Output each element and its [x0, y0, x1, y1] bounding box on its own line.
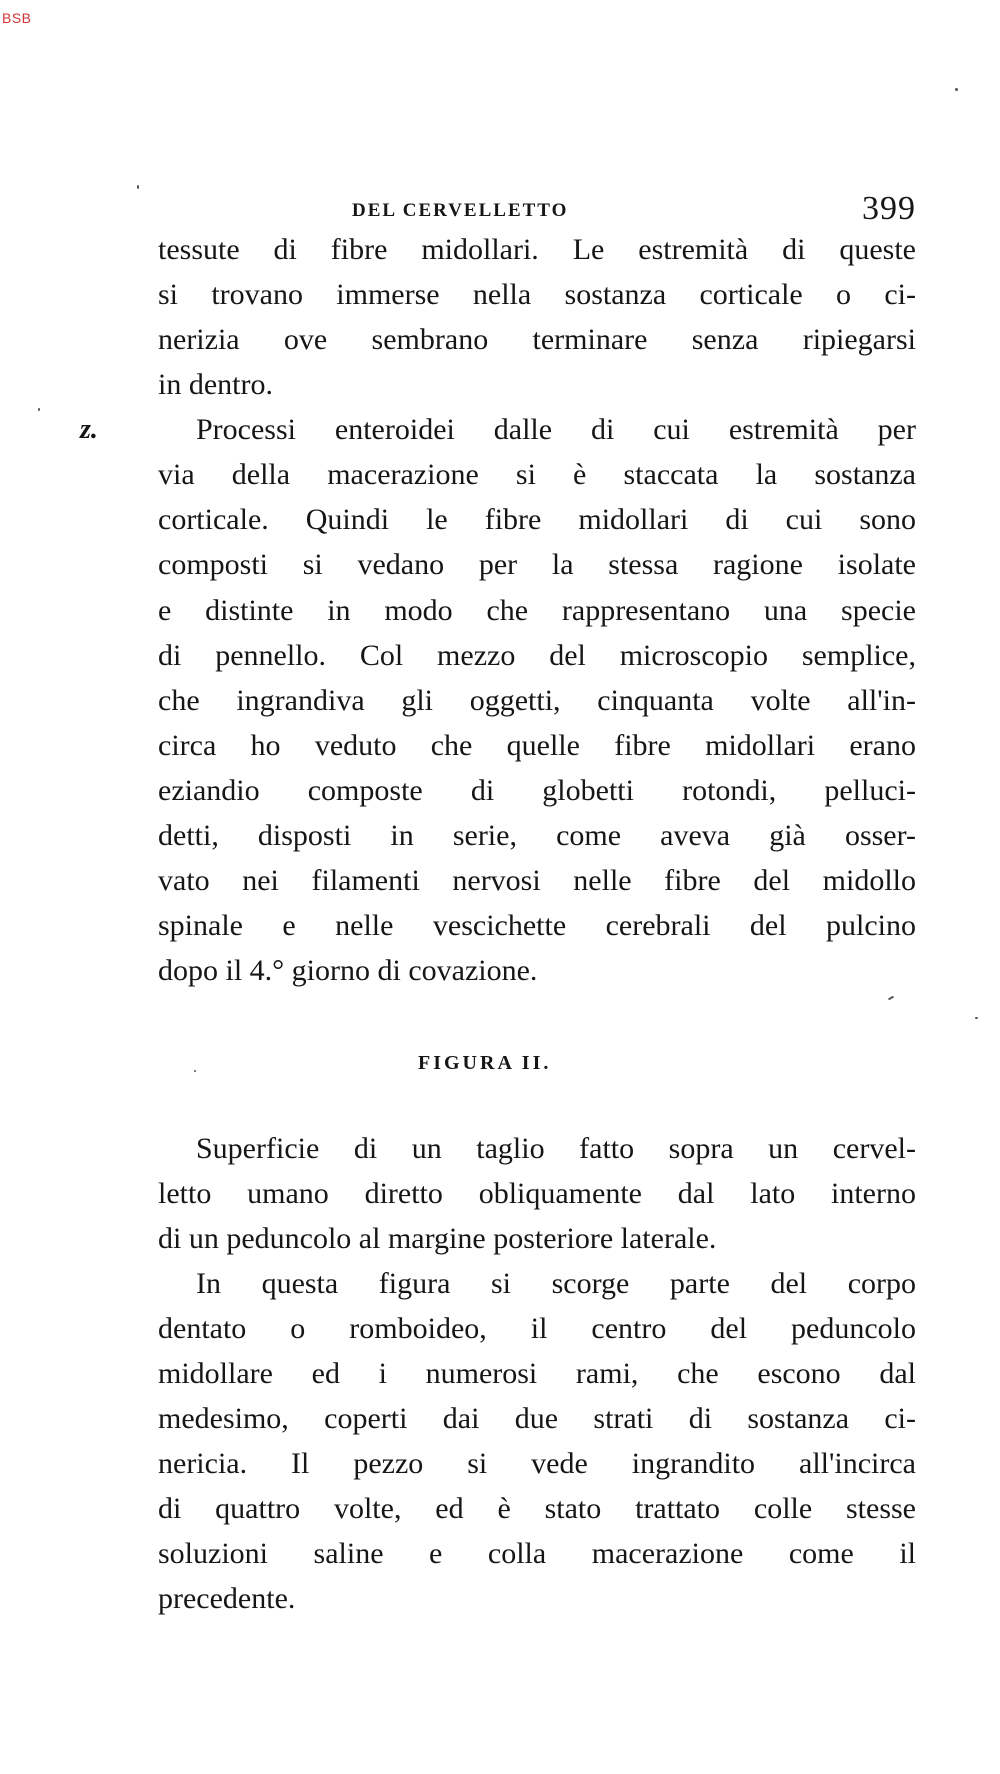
- scan-speck: [194, 1070, 196, 1072]
- text-line: di pennello. Col mezzo del microscopio semplice,: [158, 639, 916, 672]
- figure-heading: FIGURA II.: [418, 1052, 552, 1074]
- text-line: di un peduncolo al margine posteriore laterale.: [158, 1222, 717, 1255]
- text-line: detti, disposti in serie, come aveva già osser-: [158, 819, 916, 852]
- text-line: si trovano immerse nella sostanza corticale o ci-: [158, 278, 916, 311]
- scan-speck: [975, 1017, 978, 1019]
- item-marker: z.: [80, 414, 98, 445]
- text-line: letto umano diretto obliquamente dal lato interno: [158, 1177, 916, 1210]
- scan-speck: [38, 408, 40, 411]
- text-line: via della macerazione si è staccata la sostanza: [158, 458, 916, 491]
- scan-speck: [888, 996, 894, 1001]
- page-header: [352, 190, 932, 234]
- scan-speck: [137, 185, 139, 189]
- text-line: composti si vedano per la stessa ragione isolate: [158, 548, 916, 581]
- text-line: circa ho veduto che quelle fibre midollari erano: [158, 729, 916, 762]
- text-line: corticale. Quindi le fibre midollari di cui sono: [158, 503, 916, 536]
- text-line: Processi enteroidei dalle di cui estremità per: [196, 413, 916, 446]
- text-line: Superficie di un taglio fatto sopra un cervel-: [196, 1132, 916, 1165]
- text-line: soluzioni saline e colla macerazione come il: [158, 1537, 916, 1570]
- text-line: nericia. Il pezzo si vede ingrandito all'incirca: [158, 1447, 916, 1480]
- text-line: precedente.: [158, 1582, 296, 1615]
- scan-speck: [955, 88, 958, 91]
- text-line: nerizia ove sembrano terminare senza ripiegarsi: [158, 323, 916, 356]
- page-number: 399: [862, 190, 916, 227]
- text-line: tessute di fibre midollari. Le estremità di queste: [158, 233, 916, 266]
- text-line: In questa figura si scorge parte del corpo: [196, 1267, 916, 1300]
- text-line: midollare ed i numerosi rami, che escono dal: [158, 1357, 916, 1390]
- text-line: eziandio composte di globetti rotondi, pelluci-: [158, 774, 916, 807]
- text-line: spinale e nelle vescichette cerebrali del pulcino: [158, 909, 916, 942]
- text-line: di quattro volte, ed è stato trattato colle stesse: [158, 1492, 916, 1525]
- bsb-watermark: BSB: [2, 10, 32, 26]
- text-line: vato nei filamenti nervosi nelle fibre del midollo: [158, 864, 916, 897]
- text-line: e distinte in modo che rappresentano una specie: [158, 594, 916, 627]
- text-line: che ingrandiva gli oggetti, cinquanta volte all'in-: [158, 684, 916, 717]
- running-title: DEL CERVELLETTO: [352, 200, 569, 221]
- text-line: in dentro.: [158, 368, 273, 401]
- text-line: dopo il 4.° giorno di covazione.: [158, 954, 538, 987]
- text-line: medesimo, coperti dai due strati di sostanza ci-: [158, 1402, 916, 1435]
- text-line: dentato o romboideo, il centro del peduncolo: [158, 1312, 916, 1345]
